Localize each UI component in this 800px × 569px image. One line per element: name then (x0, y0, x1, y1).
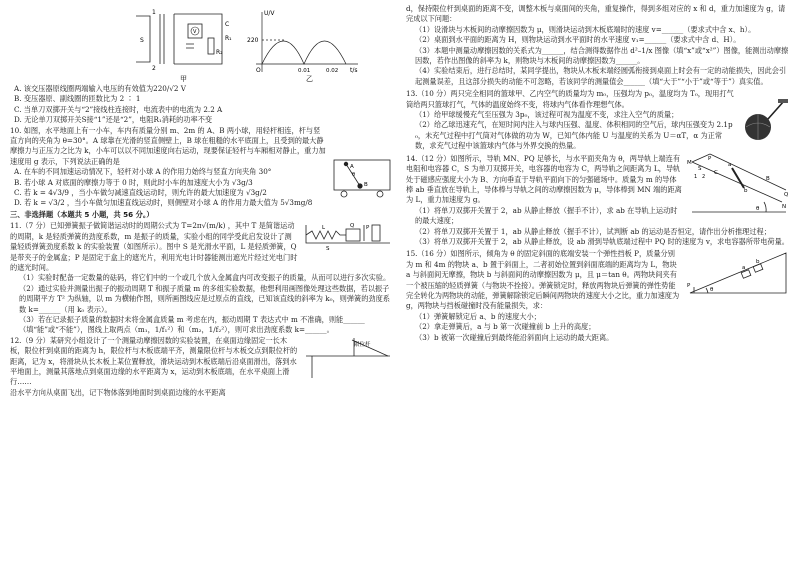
q11-part-1: （1）实验时配备一定数量的砝码，将它们中的一个或几个放入金属盒内可改变振子的质量，从而可以进行多次实验。 (19, 273, 391, 283)
voltmeter-label: V (193, 29, 197, 35)
q10-option-c: C. 若 k = 4√3/9 ，当小车做匀减速直线运动时，则允许的最大加速度为 √3g/2 (14, 188, 267, 198)
label-1: 1 (152, 9, 156, 16)
label-r1: R₁ (225, 35, 232, 42)
q10-stem: 10. 如图，水平地面上有一小车，车内有质量分别 m、2m 的 A、B 两小球，用轻杆相连，杆与竖直方向的夹角为 θ=30°。A 球靠在光滑的竖直侧壁上，B 球在粗糙的水平底面上，且受到的最大静摩擦力与正压力之比为 k，小车可以以不同加速度向右运动，现要保证轻杆与车厢相对静止，重力加速度用 g 表示，下列说法正确的是 (10, 125, 326, 166)
left-column (10, 4, 394, 566)
q12-continued: 沿水平方向从桌面飞出，记下物体落到地面时到桌面边缘的水平距离 (10, 387, 226, 397)
transformer-circuit-figure (130, 4, 240, 84)
incline-blocks-figure (686, 247, 790, 297)
q10-option-d: D. 若 k = √3/2 ，当小车做匀加速直线运动时，则侧壁对小球 A 的作用力最大值为 5√3mg/8 (14, 198, 313, 208)
q11-part-3: （3）若在记录振子质量的数据时未将金属盒质量 m 考虑在内，振动周期 T 表达式中 m 不准确，则能______（填“能”或“不能”），图线上取两点（m₁，1/f₁²）和（m₂，1/f₂²），则可求出劲度系数 k=______。 (19, 314, 365, 335)
rail-p-label: P (708, 155, 712, 162)
switch-s-label: S (698, 165, 702, 172)
figure-row-q9 (10, 4, 394, 84)
box-label: Q (350, 223, 355, 230)
label-c: C (225, 21, 230, 28)
stopper-label: 限位杆 (354, 341, 371, 348)
tick-002: 0.02 (326, 68, 339, 74)
angle-label: θ (352, 171, 356, 178)
rail-m-label: M (687, 159, 692, 166)
q12-part-intro: d，保持限位杆到桌面的距离不变，调整木板与桌面间的夹角，重复操作，得到多组对应的 x 和 d，重力加速度为 g，请完成以下问题： (406, 4, 786, 24)
q14-part-2: （2）将单刀双掷开关置于 1，ab 从静止释放（握手不计），试判断 ab 的运动是否恒定，请作出分析推理过程； (415, 226, 771, 236)
q14-part-1: （1）将单刀双掷开关置于 2，ab 从静止释放（握手不计），求 ab 在导轨上运动时的最大速度； (415, 205, 678, 226)
switch-pos-1-label: 1 (694, 173, 698, 180)
y-axis-label: U/V (264, 10, 275, 17)
q13-stem: 13.（10 分）两只完全相同的篮球甲、乙内空气的质量均为 m₀，压强均为 p₀，温度均为 T₀，现用打气筒给两只篮球打气，气体的温度始终不变，将球内气体看作理想气体。 (406, 89, 734, 109)
q12-part-4: （4）实验结束后，进行总结时，某同学提出，物块从木板末端经圆弧衔接到桌面上时会有一定的动能损失，因此会引起测量误差，且这部分损失的动能不可忽略，若该同学的测量值会______（填“大于”“小于”或“等于”）真实值。 (415, 66, 787, 86)
q12-stem: 12.（9 分）某研究小组设计了一个测量动摩擦因数的实验装置，在桌面边缘固定一长木板，限位杆到桌面的距离为 h，限位杆与木板底端平齐，测量限位杆与木板交点到限位杆的距离，记为 x，将滑块从长木板上某位置释放，滑块运动到木板底端后沿桌面滑出，落到水平地面上，测量其落地点到桌面边缘的水平距离为 x，运动到木板底端，在水平桌面上滑行…… (10, 335, 298, 387)
q14-stem: 14.（12 分）如图所示，导轨 MN、PQ 足够长，与水平面夹角为 θ，两导轨上端连有电阻和电容器 C，S 为单刀双掷开关，电容器的电容为 C，两导轨之间距离为 L，导轨处于磁感应强度大小为 B、方向垂直于导轨平面向下的匀强磁场中。质量为 m 的导体棒 ab 垂直放在导轨上，导体棒与导轨之间的动摩擦因数为 μ，导体棒到 MN 端的距离为 L，重力加速度为 g。 (406, 153, 682, 205)
q9-option-d: D. 无论单刀双掷开关S接“1”还是“2”，电阻R₁消耗的功率不变 (14, 115, 213, 125)
q13-part-2: （2）给乙球迅速充气，在短时间内注入与球内压强、温度、体积相同的空气后，球内压强变为 2.1p₀，未充气过程中打气筒对气体做的功为 W，已知气体内能 U 与温度的关系为 U＝αT，α 为正常数，求充气过程中该篮球内气体与外界交换的热量。 (415, 120, 733, 151)
spring-oscillator-figure (302, 221, 394, 251)
q15-stem: 15.（16 分）如图所示，倾角为 θ 的固定斜面的底端安装一个弹性挡板 P，质量分别为 m 和 4m 的物块 a、b 置于斜面上，二者初始位置到斜面底端的距离均为 L，物块 a 与斜面间无摩擦，物块 b 与斜面间的动摩擦因数为 μ，且 μ＝tan θ。两物块间夹有一个被压缩的轻质弹簧（与物块不拴接）。弹簧锁定时，释放两物块后弹簧的弹性势能完全转化为两物块的动能，弹簧解除锁定后瞬间两物块的速度大小之比，重力加速度为 g，两物块与挡板碰撞时没有能量损失，求： (406, 249, 680, 311)
q15-part-2: （2）拿走弹簧后，a 与 b 第一次碰撞前 b 上升的高度； (415, 322, 596, 332)
origin-label: O (256, 67, 261, 74)
cart-figure (330, 156, 394, 200)
x-axis-label: t/s (350, 67, 358, 74)
q11-part-2: （2）通过实验并测量出振子的振动周期 T 和振子质量 m 的多组实验数据，他想利用画图像处理这些数据，若以振子的周期平方 T² 为纵轴，以 m 为横轴作图，则所画图线应是过原点的直线，已知该直线的斜率为 k₀，则弹簧的劲度系数 k=______（用 k₀ 表示）。 (19, 283, 390, 314)
rod-a-label: a (728, 161, 732, 168)
inclined-rails-figure (686, 152, 790, 218)
peak-label: 220 (247, 37, 259, 44)
q12-part-2: （2）桌面到水平面的距离为 H，则物块运动到水平面时的水平速度 v₁=______（要求式中含 d、H）。 (415, 35, 741, 45)
label-r2: R₂ (216, 49, 223, 56)
shading-plate-label: P (366, 225, 370, 232)
switch-pos-2-label: 2 (702, 173, 706, 180)
q12-part-3: （3）本题中测量动摩擦因数的关系式为______，结合测得数据作出 d²–1/x 图像（填“x”或“x²”）图像，能测出动摩擦因数，若作出图像的斜率为 k，则物块与木板间的动摩擦因数为______。 (415, 45, 789, 66)
basketball-pump-figure (738, 97, 790, 143)
field-b-label: B (766, 175, 770, 182)
q12-part-1: （1）设滑块与木板间的动摩擦因数为 μ，则滑块运动到木板底端时的速度 v=______（要求式中含 x、h）。 (415, 24, 756, 34)
ball-a-label: A (350, 163, 354, 170)
q10-option-b: B. 若小球 A 对底面的摩擦力等于 0 时，则此时小车的加速度大小为 √3g/3 (14, 177, 253, 187)
section-three-heading: 三、非选择题（本题共 5 小题，共 56 分。） (10, 209, 154, 219)
figure-jia-caption: 甲 (180, 75, 187, 83)
q9-option-b: B. 变压器原、副线圈的匝数比为 2 ∶ 1 (14, 94, 141, 104)
figure-yi-caption: 乙 (306, 75, 313, 82)
slope-angle-label: θ (710, 287, 714, 294)
q10-option-a: A. 在车的不同加速运动情况下，轻杆对小球 A 的作用力始终与竖直方向夹角 30° (14, 167, 272, 177)
q13-part-1: （1）给甲球缓慢充气至压强为 3p₀，该过程可视为温度不变，求注入空气的质量； (415, 110, 679, 120)
block-a-label: a (742, 265, 746, 272)
capacitor-label: C (714, 169, 718, 176)
q9-option-c: C. 当单刀双掷开关与“2”接线柱连接时，电流表中的电流为 2.2 A (14, 104, 223, 114)
right-column (406, 4, 790, 566)
q14-part-3: （3）将单刀双掷开关置于 2，ab 从静止释放，设 ab 滑到导轨底端过程中 PQ 时的速度为 v，求电容器所带电荷量。 (415, 236, 789, 246)
q15-part-1: （1）弹簧解锁定后 a、b 的速度大小； (415, 311, 541, 321)
voltage-graph-figure (246, 6, 364, 82)
block-b-label: b (756, 259, 760, 266)
q9-option-a: A. 该交压器原线圈两端输入电压的有效值为220/√2 V (14, 84, 186, 93)
label-s: S (140, 37, 144, 44)
label-2: 2 (152, 65, 156, 72)
tick-001: 0.01 (298, 68, 311, 74)
surface-label: S (326, 246, 330, 252)
rod-b-label: b (744, 187, 748, 194)
incline-board-figure (302, 336, 394, 380)
q15-part-3: （3）b 被第一次碰撞后到最终能沿斜面向上运动的最大距离。 (415, 332, 614, 342)
spring-label: L (322, 225, 326, 232)
ball-b-label: B (364, 181, 368, 188)
incline-angle-label: θ (756, 205, 760, 212)
rail-n-label: N (782, 203, 787, 210)
q11-stem: 11.（7 分）已知弹簧振子做简谐运动时的周期公式为 T=2π√(m/k) ，其中 T 是简谐运动的周期，k 是轻质弹簧的劲度系数，m 是振子的质量，实验小组的同学受此启发设计了测量轻质弹簧劲度系数 k 的实验装置（如图所示）。图中 S 是光滑水平面，L 是轻质弹簧，Q 是带夹子的金属盒；P 是固定于盒上的遮光片，利用光电计时器能测出遮光片经过光电门时的遮光时间。 (10, 221, 298, 272)
plate-p-label: P (687, 283, 691, 290)
rail-q-label: Q (784, 191, 789, 198)
